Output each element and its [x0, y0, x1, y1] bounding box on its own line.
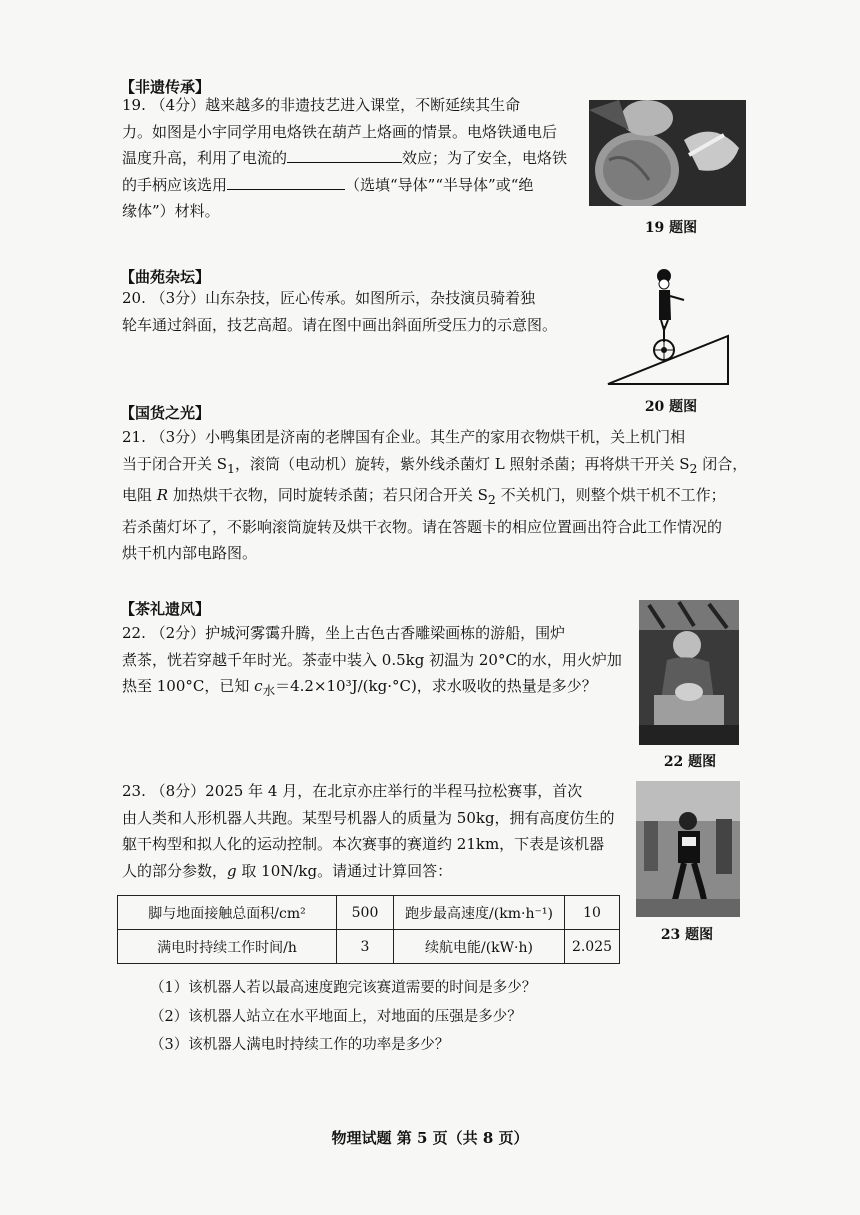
figure-caption-20: 20 题图	[644, 399, 698, 415]
figure-caption-22: 22 题图	[663, 754, 717, 770]
text: 人的部分参数，	[122, 861, 228, 880]
robot-parameter-table	[117, 895, 620, 964]
answer-blank-19a[interactable]	[287, 146, 402, 163]
text: ，滚筒（电动机）旋转，紫外线杀菌灯 L 照射杀菌；再将烘干开关 S	[235, 454, 690, 473]
text: 取 10N/kg。请通过计算回答：	[236, 861, 453, 880]
text: 的手柄应该选用	[122, 175, 228, 194]
text: 温度升高，利用了电流的	[122, 149, 288, 167]
q21-line	[122, 451, 762, 483]
q21-line: 21. （3分）小鸭集团是济南的老牌国有企业。其生产的家用衣物烘干机，关上机门相	[122, 428, 686, 446]
q23-line: 躯干构型和拟人化的运动控制。本次赛事的赛道约 21km，下表是该机器	[122, 835, 605, 853]
q20-line: 轮车通过斜面，技艺高超。请在图中画出斜面所受压力的示意图。	[122, 315, 558, 334]
subscript: 2	[487, 492, 496, 507]
q21-line: 若杀菌灯坏了，不影响滚筒旋转及烘干衣物。请在答题卡的相应位置画出符合此工作情况的	[122, 517, 723, 536]
specific-heat-symbol: c	[254, 677, 263, 695]
subscript: 1	[227, 460, 235, 476]
q22-line	[122, 673, 632, 705]
q19-line: 缘体”）材料。	[122, 202, 220, 220]
question-20	[122, 285, 602, 338]
table-cell: 续航电能/(kW·h)	[394, 930, 565, 964]
tea-boat-photo	[639, 600, 739, 745]
table-row	[118, 896, 620, 930]
text: 热至 100°C，已知	[122, 677, 255, 695]
section-heading-19: 【非遗传承】	[120, 78, 211, 96]
q23-line	[122, 858, 632, 885]
robot-marathon-photo	[636, 781, 740, 917]
figure-caption-23: 23 题图	[660, 927, 714, 943]
subscript: 水	[262, 683, 276, 698]
section-heading-20: 【曲苑杂坛】	[120, 268, 211, 286]
text: （选填“导体”“半导体”或“绝	[345, 175, 534, 194]
q20-line: 20. （3分）山东杂技，匠心传承。如图所示，杂技演员骑着独	[122, 289, 536, 307]
text: 当于闭合开关 S	[122, 454, 228, 473]
table-cell: 3	[337, 930, 394, 964]
q21-line: 烘干机内部电路图。	[122, 544, 258, 562]
answer-blank-19b[interactable]	[227, 173, 345, 190]
subscript: 2	[689, 460, 698, 476]
unicycle-incline-figure	[604, 258, 734, 388]
question-19	[122, 92, 592, 225]
table-cell: 2.025	[565, 930, 620, 964]
gourd-pyrography-photo	[589, 100, 746, 206]
q21-line	[122, 482, 762, 514]
q22-line: 煮茶，恍若穿越千年时光。茶壶中装入 0.5kg 初温为 20°C的水，用火炉加	[122, 650, 622, 669]
section-heading-21: 【国货之光】	[120, 404, 211, 422]
sub-question-1: （1）该机器人若以最高速度跑完该赛道需要的时间是多少？	[150, 980, 537, 996]
q19-line: 力。如图是小宇同学用电烙铁在葫芦上烙画的情景。电烙铁通电后	[122, 122, 558, 141]
question-23	[122, 778, 632, 884]
q19-line	[122, 172, 592, 199]
section-heading-22: 【茶礼遗风】	[120, 600, 211, 618]
resistor-symbol: R	[156, 486, 169, 504]
gravity-symbol: g	[227, 861, 237, 880]
text: 电阻	[122, 486, 157, 504]
q23-line: 23. （8分）2025 年 4 月，在北京亦庄举行的半程马拉松赛事，首次	[122, 782, 583, 800]
sub-question-3: （3）该机器人满电时持续工作的功率是多少？	[150, 1037, 450, 1053]
q23-line: 由人类和人形机器人共跑。某型号机器人的质量为 50kg，拥有高度仿生的	[122, 808, 615, 827]
text: 加热烘干衣物，同时旋转杀菌；若只闭合开关 S	[168, 486, 488, 504]
question-22	[122, 620, 632, 705]
figure-caption-19: 19 题图	[644, 220, 698, 236]
text: ＝4.2×10³J/(kg·°C)，求水吸收的热量是多少？	[275, 677, 597, 695]
table-cell: 满电时持续工作时间/h	[118, 930, 337, 964]
text: 闭合，	[697, 454, 748, 473]
table-cell: 500	[337, 896, 394, 930]
sub-question-2: （2）该机器人站立在水平地面上，对地面的压强是多少？	[150, 1009, 522, 1025]
page-footer: 物理试题 第 5 页（共 8 页）	[331, 1129, 529, 1147]
text: 效应；为了安全，电烙铁	[402, 149, 568, 167]
text: 不关机门，则整个烘干机不工作；	[495, 486, 726, 504]
q19-line	[122, 145, 592, 172]
table-row	[118, 930, 620, 964]
table-cell: 10	[565, 896, 620, 930]
table-cell: 跑步最高速度/(km·h⁻¹)	[394, 896, 565, 930]
table-cell: 脚与地面接触总面积/cm²	[118, 896, 337, 930]
q22-line: 22. （2分）护城河雾霭升腾，坐上古色古香雕梁画栋的游船，围炉	[122, 624, 566, 642]
question-21	[122, 424, 762, 567]
q19-line: 19. （4分）越来越多的非遗技艺进入课堂，不断延续其生命	[122, 96, 521, 114]
